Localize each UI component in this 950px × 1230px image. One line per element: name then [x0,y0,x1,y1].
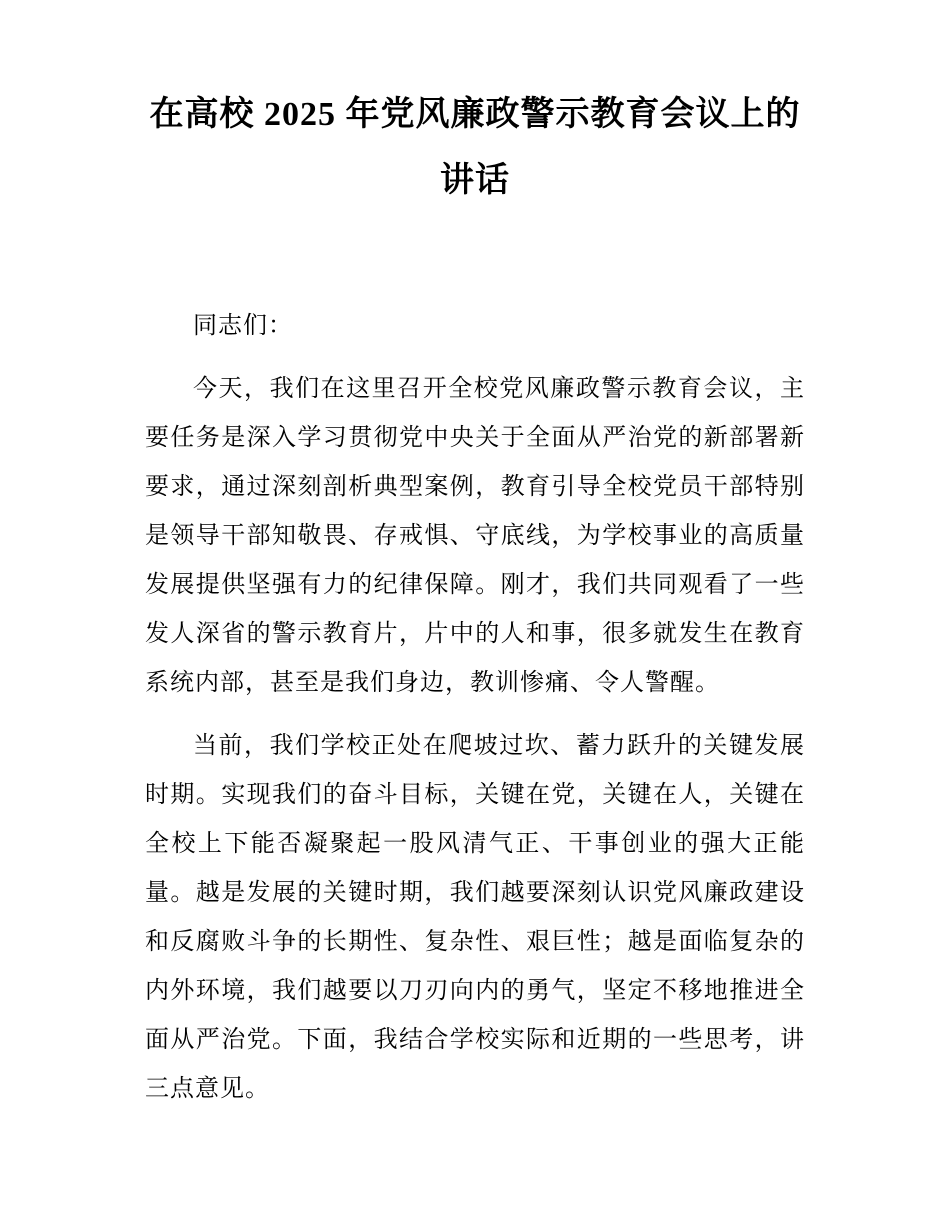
body-paragraph: 当前，我们学校正处在爬坡过坎、蓄力跃升的关键发展时期。实现我们的奋斗目标，关键在党，关键在人，关键在全校上下能否凝聚起一股风清气正、干事创业的强大正能量。越是发展的关键时期，我们越要深刻认识党风廉政建设和反腐败斗争的长期性、复杂性、艰巨性；越是面临复杂的内外环境，我们越要以刀刃向内的勇气，坚定不移地推进全面从严治党。下面，我结合学校实际和近期的一些思考，讲三点意见。 [145,733,805,1102]
document-body [145,302,805,1114]
document-title: 在高校 2025 年党风廉政警示教育会议上的讲话 [149,96,801,199]
salutation-paragraph: 同志们： [193,313,293,339]
body-paragraph: 今天，我们在这里召开全校党风廉政警示教育会议，主要任务是深入学习贯彻党中央关于全面从严治党的新部署新要求，通过深刻剖析典型案例，教育引导全校党员干部特别是领导干部知敬畏、存戒惧、守底线，为学校事业的高质量发展提供坚强有力的纪律保障。刚才，我们共同观看了一些发人深省的警示教育片，片中的人和事，很多就发生在教育系统内部，甚至是我们身边，教训惨痛、令人警醒。 [145,376,805,696]
